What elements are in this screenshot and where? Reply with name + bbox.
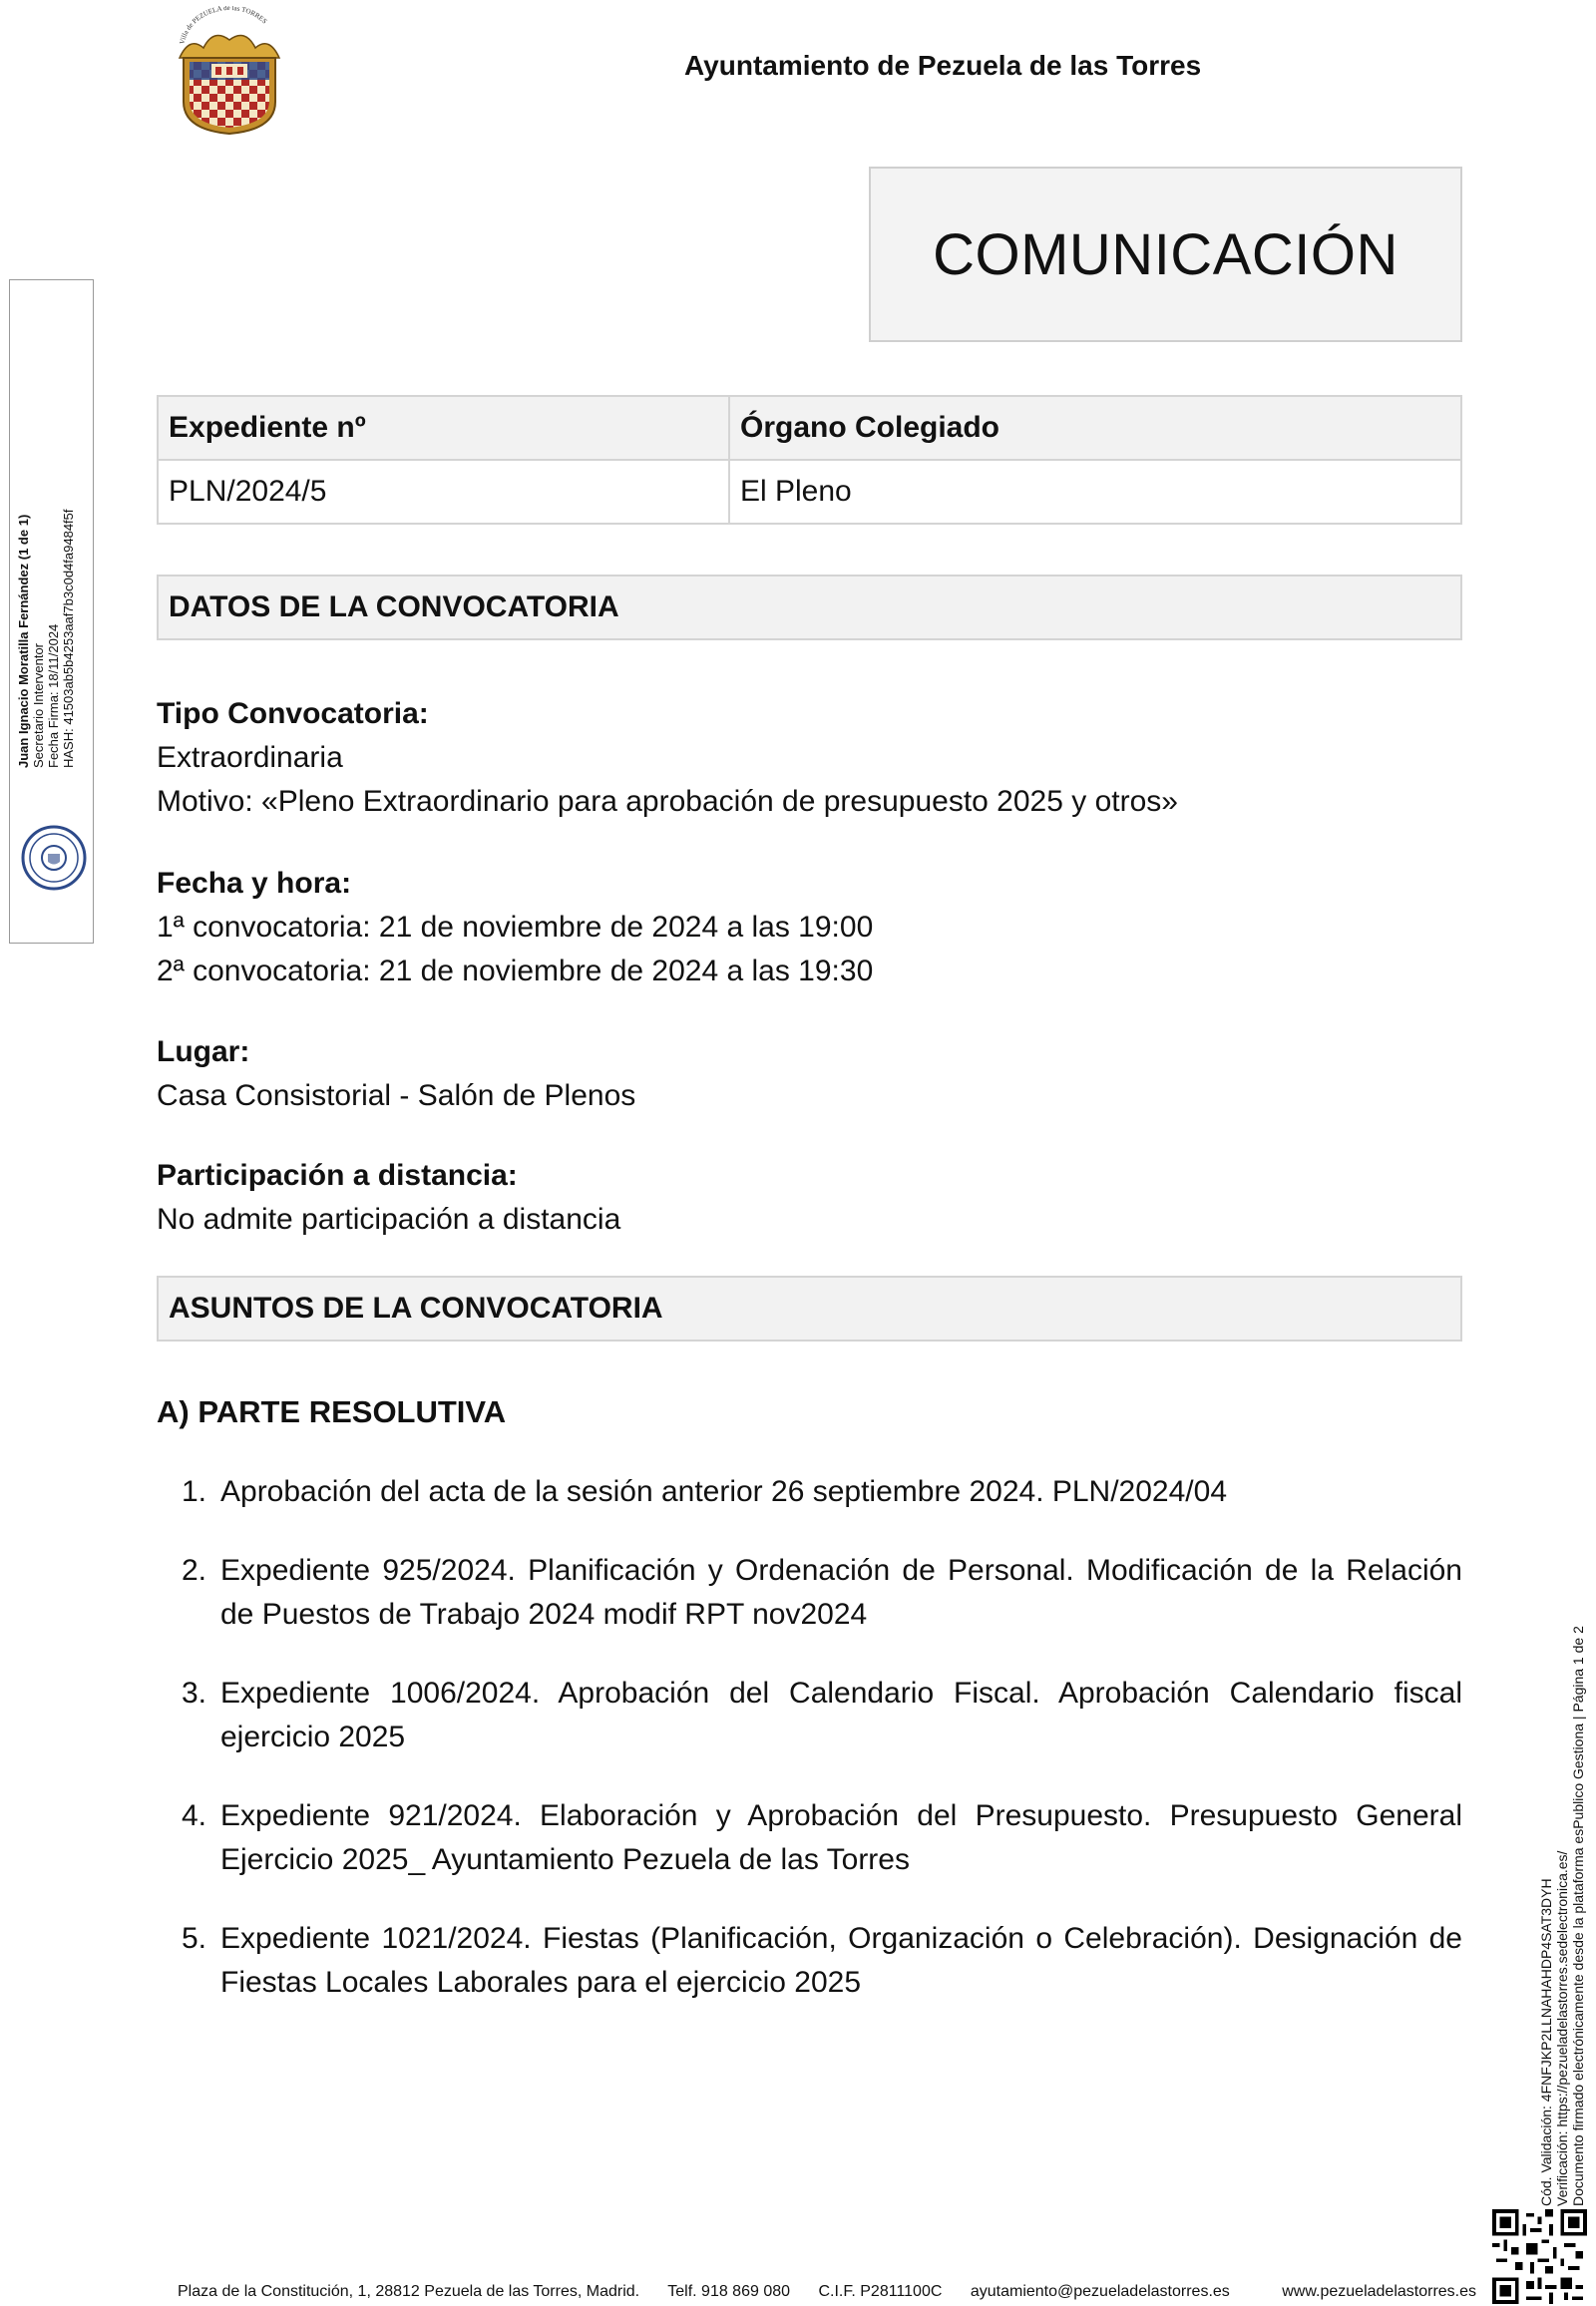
lugar-label: Lugar: bbox=[157, 1035, 250, 1068]
asuntos-section-header: ASUNTOS DE LA CONVOCATORIA bbox=[157, 1276, 1462, 1342]
item-text: Expediente 1021/2024. Fiestas (Planificación, Organización o Celebración). Designación de Fiestas Locales Laborales para el ejercicio 2025 bbox=[220, 1922, 1462, 1999]
lugar-field bbox=[157, 1030, 635, 1118]
parte-resolutiva-title: A) PARTE RESOLUTIVA bbox=[157, 1394, 507, 1429]
item-number: 3. bbox=[181, 1677, 206, 1710]
expediente-header: Expediente nº bbox=[158, 396, 729, 460]
datos-section-header: DATOS DE LA CONVOCATORIA bbox=[157, 575, 1462, 640]
item-text: Expediente 1006/2024. Aprobación del Calendario Fiscal. Aprobación Calendario fiscal ejercicio 2025 bbox=[220, 1677, 1462, 1753]
list-item bbox=[157, 1470, 1462, 1514]
participacion-value: No admite participación a distancia bbox=[157, 1203, 621, 1236]
validation-code: Cód. Validación: 4FNFJKP2LLNAHAHDP4SAT3DYH bbox=[1538, 1878, 1554, 2206]
organization-name: Ayuntamiento de Pezuela de las Torres bbox=[684, 50, 1202, 81]
item-text: Expediente 925/2024. Planificación y Ordenación de Personal. Modificación de la Relación de Puestos de Trabajo 2024 modif RPT nov2024 bbox=[220, 1554, 1462, 1631]
organo-header: Órgano Colegiado bbox=[729, 396, 1461, 460]
document-type-box bbox=[869, 167, 1462, 342]
list-item bbox=[157, 1549, 1462, 1637]
page-footer bbox=[178, 2283, 1524, 2301]
item-number: 1. bbox=[181, 1475, 206, 1508]
signer-role: Secretario Interventor bbox=[31, 642, 46, 768]
item-number: 5. bbox=[181, 1922, 206, 1955]
expediente-value: PLN/2024/5 bbox=[158, 460, 729, 524]
organo-value: El Pleno bbox=[729, 460, 1461, 524]
signature-date: Fecha Firma: 18/11/2024 bbox=[46, 623, 61, 768]
tipo-value: Extraordinaria bbox=[157, 741, 343, 774]
tipo-label: Tipo Convocatoria: bbox=[157, 697, 429, 730]
item-number: 4. bbox=[181, 1799, 206, 1832]
agenda-list bbox=[157, 1470, 1462, 2040]
official-seal-icon bbox=[20, 824, 88, 892]
footer-email[interactable]: ayutamiento@pezueladelastorres.es bbox=[970, 2283, 1230, 2300]
svg-text:Villa de PEZUELA de las TORRES: Villa de PEZUELA de las TORRES bbox=[178, 6, 269, 46]
item-text: Aprobación del acta de la sesión anterior 26 septiembre 2024. PLN/2024/04 bbox=[220, 1475, 1227, 1508]
lugar-value: Casa Consistorial - Salón de Plenos bbox=[157, 1079, 636, 1112]
list-item bbox=[157, 1672, 1462, 1759]
validation-url: Verificación: https://pezueladelastorres.sedelectronica.es/ bbox=[1554, 1850, 1570, 2206]
signer-name: Juan Ignacio Moratilla Fernández (1 de 1) bbox=[16, 514, 31, 768]
participacion-label: Participación a distancia: bbox=[157, 1159, 518, 1192]
footer-web[interactable]: www.pezueladelastorres.es bbox=[1282, 2283, 1477, 2300]
validation-platform: Documento firmado electrónicamente desde la plataforma esPublico Gestiona | Página 1 de 2 bbox=[1570, 1626, 1586, 2206]
motivo-value: Motivo: «Pleno Extraordinario para aprobación de presupuesto 2025 y otros» bbox=[157, 785, 1178, 818]
item-number: 2. bbox=[181, 1554, 206, 1587]
signature-hash: HASH: 41503ab5b4253aaf7b3c0d4fa9484f5f bbox=[61, 509, 76, 768]
list-item bbox=[157, 1794, 1462, 1882]
participacion-field bbox=[157, 1154, 620, 1242]
footer-phone: Telf. 918 869 080 bbox=[667, 2283, 791, 2300]
municipal-crest-logo bbox=[170, 6, 289, 138]
document-type-title: COMUNICACIÓN bbox=[933, 221, 1398, 287]
item-text: Expediente 921/2024. Elaboración y Aprobación del Presupuesto. Presupuesto General Ejercicio 2025_ Ayuntamiento Pezuela de las Torres bbox=[220, 1799, 1462, 1876]
second-call: 2ª convocatoria: 21 de noviembre de 2024 a las 19:30 bbox=[157, 955, 874, 987]
qr-code-icon[interactable] bbox=[1492, 2209, 1587, 2304]
footer-address: Plaza de la Constitución, 1, 28812 Pezuela de las Torres, Madrid. bbox=[178, 2283, 640, 2300]
table-row bbox=[158, 460, 1461, 524]
footer-cif: C.I.F. P2811100C bbox=[818, 2283, 943, 2300]
first-call: 1ª convocatoria: 21 de noviembre de 2024 a las 19:00 bbox=[157, 911, 874, 944]
tipo-field bbox=[157, 692, 1178, 824]
fecha-field bbox=[157, 862, 873, 993]
expediente-table bbox=[157, 395, 1462, 525]
fecha-label: Fecha y hora: bbox=[157, 867, 352, 900]
list-item bbox=[157, 1917, 1462, 2005]
table-header-row bbox=[158, 396, 1461, 460]
